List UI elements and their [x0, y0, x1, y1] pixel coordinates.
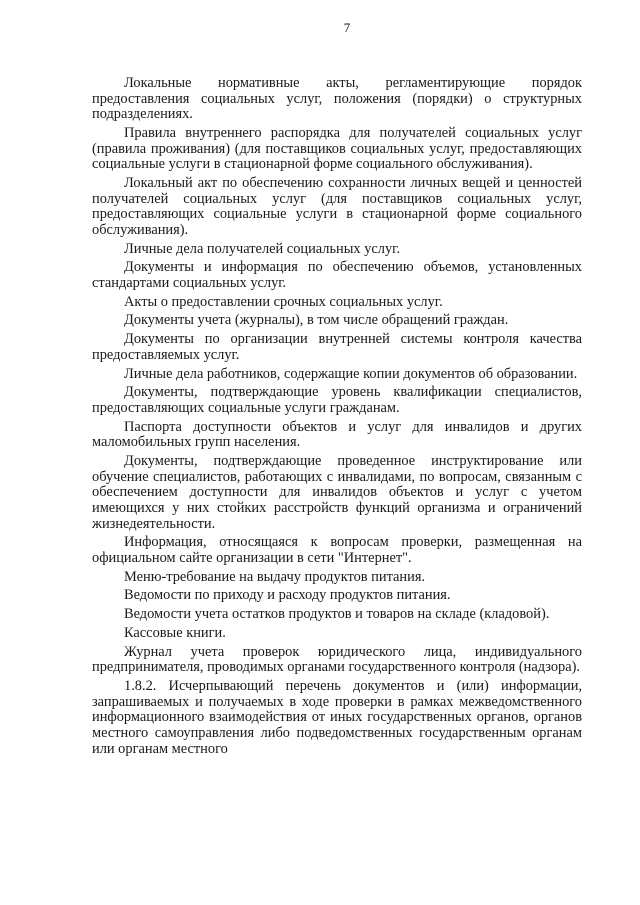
- paragraph-registration-journals: Документы учета (журналы), в том числе обращений граждан.: [124, 312, 509, 329]
- paragraph-staff-training: Документы, подтверждающие проведенное инструктирование или обучение специалистов, работающих с инвалидами, по вопросам, связанным с обеспечением доступности для инвалидов объектов и услуг с учетом имеющихся у них стойких расстройств функций организма и ограничений жизнедеятельности.: [92, 453, 582, 532]
- paragraph-urgent-service-acts: Акты о предоставлении срочных социальных услуг.: [124, 293, 443, 310]
- paragraph-section-1-8-2: 1.8.2. Исчерпывающий перечень документов и (или) информации, запрашиваемых и получаемых в ходе проверки в рамках межведомственного информационного взаимодействия от иных государственных органов, органов местного самоуправления либо подведомственных государственным органам или органам местного: [92, 678, 582, 757]
- paragraph-stock-ledgers: Ведомости учета остатков продуктов и товаров на складе (кладовой).: [124, 606, 550, 623]
- paragraph-inspection-journal: Журнал учета проверок юридического лица, индивидуального предпринимателя, проводимых органами государственного контроля (надзора).: [92, 643, 582, 676]
- paragraph-accessibility-passports: Паспорта доступности объектов и услуг для инвалидов и других маломобильных групп населения.: [92, 418, 582, 451]
- paragraph-qualification-docs: Документы, подтверждающие уровень квалификации специалистов, предоставляющих социальные услуги гражданам.: [92, 384, 582, 416]
- paragraph-food-ledgers: Ведомости по приходу и расходу продуктов питания.: [124, 587, 451, 604]
- paragraph-belongings-safety: Локальный акт по обеспечению сохранности личных вещей и ценностей получателей социальных услуг (для поставщиков социальных услуг, предоставляющих социальные услуги в стационарной форме социального обслуживания).: [92, 174, 582, 238]
- paragraph-local-acts: Локальные нормативные акты, регламентирующие порядок предоставления социальных услуг, положения (порядки) о структурных подразделениях.: [92, 75, 582, 123]
- document-body: [92, 76, 582, 757]
- paragraph-internal-rules: Правила внутреннего распорядка для получателей социальных услуг (правила проживания) (для поставщиков социальных услуг, предоставляющих социальные услуги в стационарной форме социального обслуживания).: [92, 124, 582, 173]
- page-number: 7: [343, 20, 351, 35]
- paragraph-cash-books: Кассовые книги.: [124, 625, 226, 641]
- paragraph-employee-files: Личные дела работников, содержащие копии документов об образовании.: [124, 365, 578, 382]
- paragraph-website-info: Информация, относящаяся к вопросам проверки, размещенная на официальном сайте организации в сети "Интернет".: [92, 534, 582, 566]
- paragraph-service-volumes: Документы и информация по обеспечению объемов, установленных стандартами социальных услуг.: [92, 259, 582, 291]
- paragraph-menu-requisition: Меню-требование на выдачу продуктов питания.: [124, 568, 426, 585]
- paragraph-recipient-files: Личные дела получателей социальных услуг.: [124, 240, 401, 257]
- paragraph-quality-control: Документы по организации внутренней системы контроля качества предоставляемых услуг.: [92, 331, 582, 363]
